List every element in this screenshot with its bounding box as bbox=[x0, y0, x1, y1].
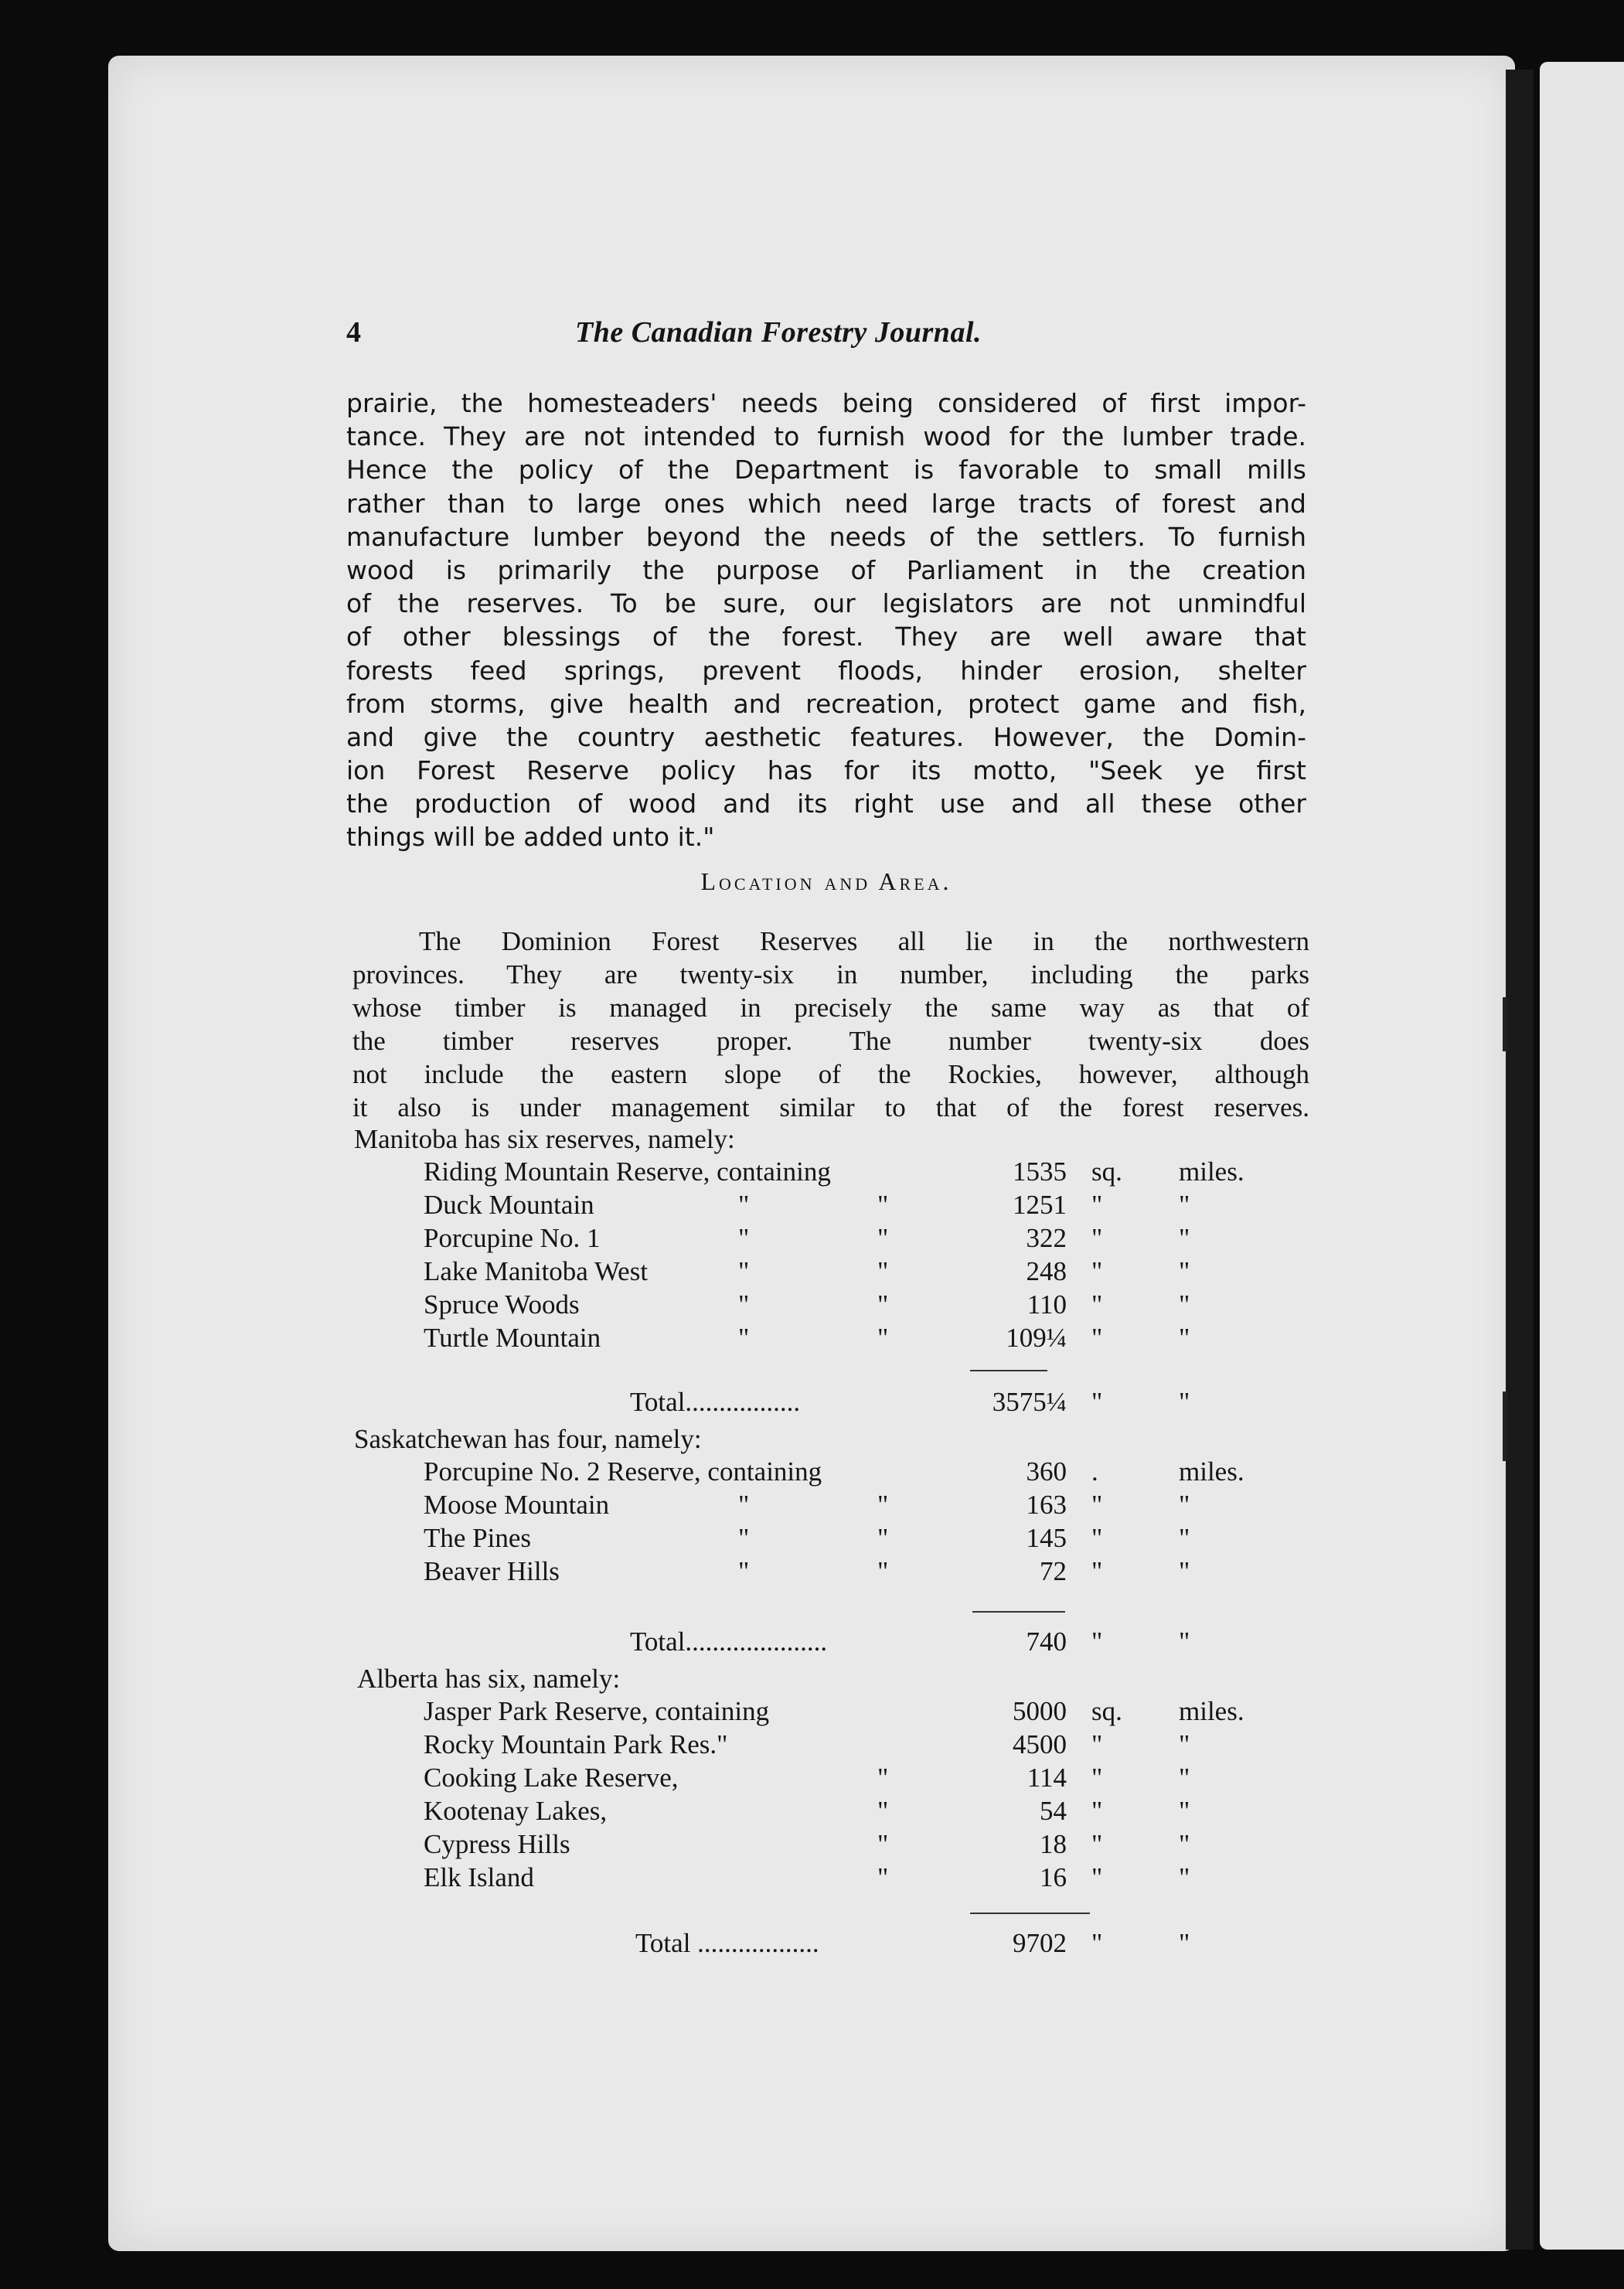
ditto-mark: " bbox=[1091, 1928, 1103, 1958]
reserve-name: The Pines bbox=[424, 1523, 532, 1553]
text-line: it also is under management similar to that of the forest reserves. bbox=[352, 1092, 1309, 1122]
total-row-saskatchewan bbox=[0, 1626, 1624, 1661]
ditto-mark: " bbox=[877, 1490, 889, 1520]
reserve-row bbox=[0, 1323, 1624, 1357]
reserve-name: Cooking Lake Reserve, bbox=[424, 1763, 679, 1793]
page-number: 4 bbox=[346, 316, 361, 349]
reserve-area: 54 bbox=[1040, 1796, 1067, 1826]
ditto-mark: " bbox=[877, 1289, 889, 1320]
ditto-mark: " bbox=[877, 1223, 889, 1253]
reserve-name: Cypress Hills bbox=[424, 1829, 570, 1859]
ditto-mark: " bbox=[877, 1796, 889, 1826]
reserve-row bbox=[0, 1523, 1624, 1557]
unit-sq: sq. bbox=[1091, 1696, 1122, 1726]
ditto-mark: " bbox=[738, 1223, 750, 1253]
unit-sq: " bbox=[1091, 1862, 1103, 1892]
unit-miles: " bbox=[1179, 1729, 1190, 1759]
reserve-row bbox=[0, 1456, 1624, 1490]
text-line: from storms, give health and recreation, protect game and fish, bbox=[346, 688, 1306, 719]
reserve-name: Kootenay Lakes, bbox=[424, 1796, 608, 1826]
ditto-mark: " bbox=[877, 1862, 889, 1892]
unit-miles: " bbox=[1179, 1523, 1190, 1553]
text-line: provinces. They are twenty-six in number, including the parks bbox=[352, 959, 1309, 990]
ditto-mark: " bbox=[877, 1190, 889, 1220]
reserve-name: Lake Manitoba West bbox=[424, 1256, 649, 1286]
ditto-mark: " bbox=[738, 1190, 750, 1220]
text-line: of the reserves. To be sure, our legislators are not unmindful bbox=[346, 588, 1306, 619]
reserve-row bbox=[0, 1289, 1624, 1323]
text-line: tance. They are not intended to furnish wood for the lumber trade. bbox=[346, 421, 1306, 452]
ditto-mark: " bbox=[1091, 1626, 1103, 1657]
text-line: The Dominion Forest Reserves all lie in the northwestern bbox=[419, 926, 1309, 956]
ditto-mark: " bbox=[877, 1323, 889, 1353]
text-line: ion Forest Reserve policy has for its motto, "Seek ye first bbox=[346, 755, 1306, 786]
ditto-mark: " bbox=[738, 1490, 750, 1520]
ditto-mark: " bbox=[877, 1829, 889, 1859]
total-rule bbox=[970, 1913, 1090, 1914]
scanned-page bbox=[108, 56, 1515, 2251]
reserve-area: 72 bbox=[1040, 1556, 1067, 1586]
unit-miles: miles. bbox=[1179, 1696, 1244, 1726]
reserve-row bbox=[0, 1156, 1624, 1190]
total-value: 3575¼ bbox=[992, 1387, 1067, 1417]
unit-sq: " bbox=[1091, 1323, 1103, 1353]
unit-miles: " bbox=[1179, 1862, 1190, 1892]
unit-miles: miles. bbox=[1179, 1156, 1244, 1187]
paragraph-location bbox=[352, 925, 1309, 1124]
reserve-area: 1535 bbox=[1013, 1156, 1067, 1187]
unit-sq: " bbox=[1091, 1829, 1103, 1859]
text-line: wood is primarily the purpose of Parliament in the creation bbox=[346, 554, 1306, 585]
unit-sq: " bbox=[1091, 1523, 1103, 1553]
reserve-area: 110 bbox=[1026, 1289, 1067, 1320]
paragraph-policy bbox=[346, 387, 1306, 854]
reserve-area: 163 bbox=[1026, 1490, 1067, 1520]
reserve-name: Porcupine No. 1 bbox=[424, 1223, 601, 1253]
unit-miles: " bbox=[1179, 1556, 1190, 1586]
page-edge-mark bbox=[1503, 997, 1507, 1051]
total-label: Total................. bbox=[630, 1387, 801, 1417]
reserve-row bbox=[0, 1256, 1624, 1290]
unit-miles: miles. bbox=[1179, 1456, 1244, 1487]
text-line: the production of wood and its right use and all these other bbox=[346, 789, 1306, 819]
unit-sq: " bbox=[1091, 1729, 1103, 1759]
province-intro-saskatchewan: Saskatchewan has four, namely: bbox=[354, 1424, 702, 1454]
reserve-row bbox=[0, 1763, 1624, 1797]
unit-sq: " bbox=[1091, 1796, 1103, 1826]
text-line: not include the eastern slope of the Rockies, however, although bbox=[352, 1059, 1309, 1089]
unit-miles: " bbox=[1179, 1490, 1190, 1520]
ditto-mark: " bbox=[738, 1289, 750, 1320]
unit-sq: " bbox=[1091, 1490, 1103, 1520]
reserve-area: 16 bbox=[1040, 1862, 1067, 1892]
reserve-name: Riding Mountain Reserve, containing bbox=[424, 1156, 831, 1187]
unit-miles: " bbox=[1179, 1256, 1190, 1286]
reserve-row bbox=[0, 1729, 1624, 1763]
ditto-mark: " bbox=[1179, 1928, 1190, 1958]
reserve-area: 1251 bbox=[1013, 1190, 1067, 1220]
unit-sq: sq. bbox=[1091, 1156, 1122, 1187]
reserve-area: 18 bbox=[1040, 1829, 1067, 1859]
ditto-mark: " bbox=[877, 1256, 889, 1286]
running-header bbox=[346, 315, 1312, 362]
reserve-area: 114 bbox=[1026, 1763, 1067, 1793]
reserve-area: 5000 bbox=[1013, 1696, 1067, 1726]
reserve-name: Duck Mountain bbox=[424, 1190, 594, 1220]
unit-sq: " bbox=[1091, 1256, 1103, 1286]
unit-sq: " bbox=[1091, 1190, 1103, 1220]
unit-sq: . bbox=[1091, 1456, 1098, 1487]
total-rule bbox=[970, 1370, 1047, 1371]
reserve-row bbox=[0, 1796, 1624, 1830]
ditto-mark: " bbox=[1179, 1387, 1190, 1417]
text-line: forests feed springs, prevent floods, hinder erosion, shelter bbox=[346, 655, 1306, 686]
text-line: and give the country aesthetic features. However, the Domin- bbox=[346, 721, 1306, 752]
unit-miles: " bbox=[1179, 1190, 1190, 1220]
unit-miles: " bbox=[1179, 1829, 1190, 1859]
adjacent-page-edge bbox=[1540, 62, 1624, 2250]
unit-miles: " bbox=[1179, 1763, 1190, 1793]
total-row-manitoba bbox=[0, 1387, 1624, 1421]
unit-sq: " bbox=[1091, 1223, 1103, 1253]
unit-miles: " bbox=[1179, 1796, 1190, 1826]
reserve-area: 4500 bbox=[1013, 1729, 1067, 1759]
reserve-name: Porcupine No. 2 Reserve, containing bbox=[424, 1456, 822, 1487]
total-value: 740 bbox=[1026, 1626, 1067, 1657]
reserve-row bbox=[0, 1190, 1624, 1224]
unit-miles: " bbox=[1179, 1289, 1190, 1320]
reserve-row bbox=[0, 1862, 1624, 1896]
reserve-name: Beaver Hills bbox=[424, 1556, 560, 1586]
section-heading: Location and Area. bbox=[700, 867, 952, 895]
ditto-mark: " bbox=[1179, 1626, 1190, 1657]
text-line: rather than to large ones which need large tracts of forest and bbox=[346, 488, 1306, 519]
reserve-row bbox=[0, 1223, 1624, 1257]
reserve-area: 145 bbox=[1026, 1523, 1067, 1553]
text-line: prairie, the homesteaders' needs being considered of first impor- bbox=[346, 388, 1306, 418]
reserve-row bbox=[0, 1696, 1624, 1730]
ditto-mark: " bbox=[877, 1556, 889, 1586]
journal-title: The Canadian Forestry Journal. bbox=[575, 316, 982, 349]
total-label: Total..................... bbox=[630, 1626, 828, 1657]
total-row-alberta bbox=[0, 1928, 1624, 1962]
ditto-mark: " bbox=[1091, 1387, 1103, 1417]
total-value: 9702 bbox=[1013, 1928, 1067, 1958]
reserve-area: 322 bbox=[1026, 1223, 1067, 1253]
reserve-area: 248 bbox=[1026, 1256, 1067, 1286]
reserve-area: 360 bbox=[1026, 1456, 1067, 1487]
province-intro-manitoba: Manitoba has six reserves, namely: bbox=[354, 1124, 735, 1154]
reserve-name: Moose Mountain bbox=[424, 1490, 610, 1520]
ditto-mark: " bbox=[738, 1523, 750, 1553]
total-rule bbox=[972, 1611, 1065, 1613]
unit-sq: " bbox=[1091, 1556, 1103, 1586]
reserve-row bbox=[0, 1490, 1624, 1524]
ditto-mark: " bbox=[738, 1323, 750, 1353]
reserve-name: Rocky Mountain Park Res." bbox=[424, 1729, 728, 1759]
total-label: Total .................. bbox=[635, 1928, 819, 1958]
unit-sq: " bbox=[1091, 1289, 1103, 1320]
ditto-mark: " bbox=[877, 1523, 889, 1553]
text-line: the timber reserves proper. The number twenty-six does bbox=[352, 1026, 1309, 1056]
text-line: things will be added unto it." bbox=[346, 822, 715, 853]
text-line: whose timber is managed in precisely the same way as that of bbox=[352, 993, 1309, 1023]
unit-miles: " bbox=[1179, 1323, 1190, 1353]
ditto-mark: " bbox=[877, 1763, 889, 1793]
unit-sq: " bbox=[1091, 1763, 1103, 1793]
text-line: of other blessings of the forest. They are well aware that bbox=[346, 622, 1306, 652]
province-intro-alberta: Alberta has six, namely: bbox=[357, 1664, 621, 1694]
reserve-area: 109¼ bbox=[1006, 1323, 1067, 1353]
ditto-mark: " bbox=[738, 1556, 750, 1586]
ditto-mark: " bbox=[738, 1256, 750, 1286]
reserve-name: Jasper Park Reserve, containing bbox=[424, 1696, 770, 1726]
text-line: Hence the policy of the Department is favorable to small mills bbox=[346, 455, 1306, 485]
reserve-name: Turtle Mountain bbox=[424, 1323, 601, 1353]
reserve-name: Elk Island bbox=[424, 1862, 534, 1892]
text-line: manufacture lumber beyond the needs of the settlers. To furnish bbox=[346, 521, 1306, 552]
reserve-row bbox=[0, 1829, 1624, 1863]
unit-miles: " bbox=[1179, 1223, 1190, 1253]
reserve-row bbox=[0, 1556, 1624, 1590]
reserve-name: Spruce Woods bbox=[424, 1289, 580, 1320]
